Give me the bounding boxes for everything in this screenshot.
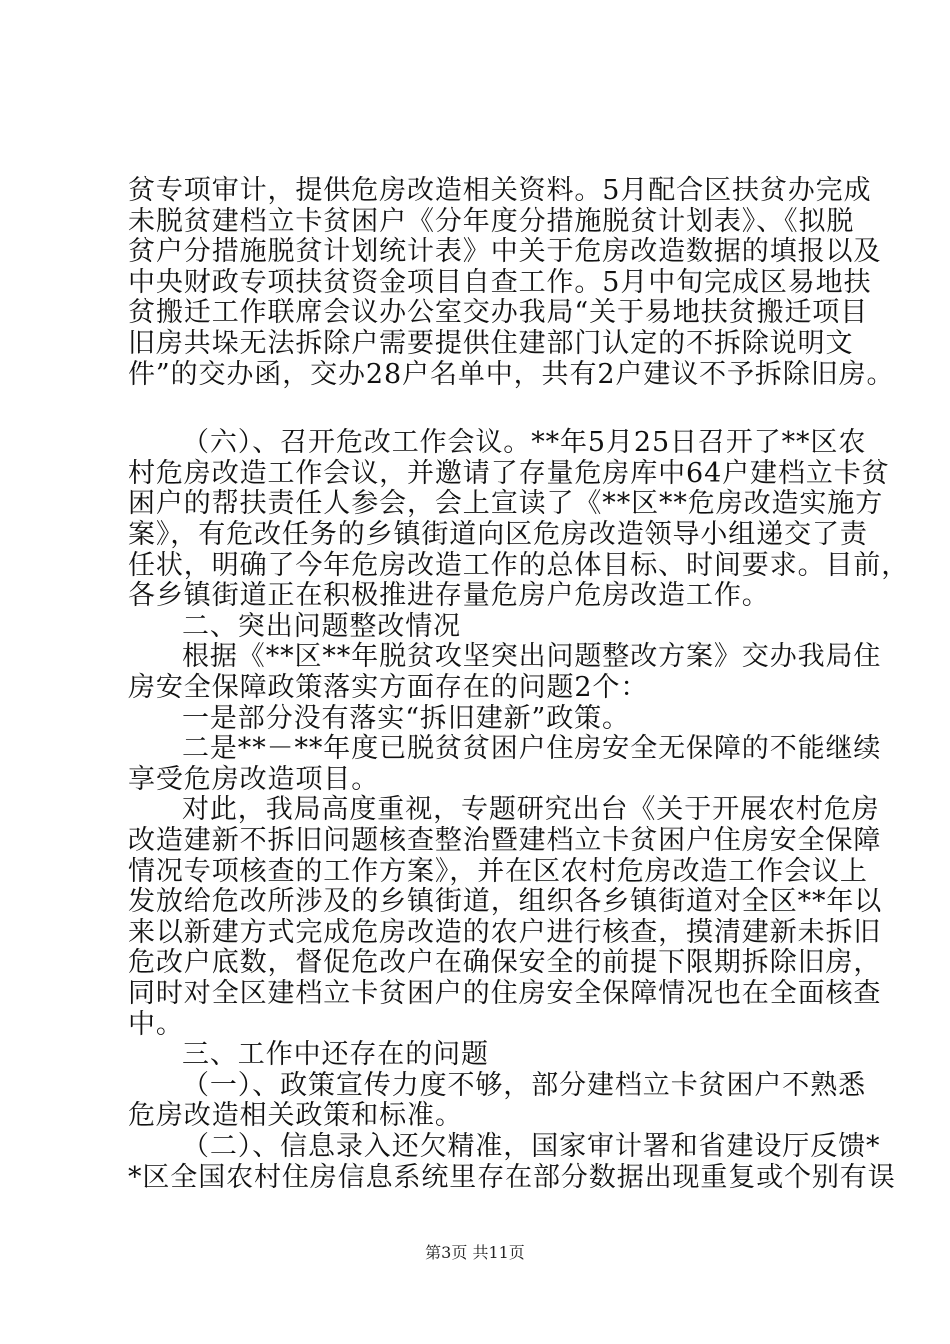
body-line: 困户的帮扶责任人参会，会上宣读了《**区**危房改造实施方 — [128, 488, 884, 519]
paragraph-heading-6: （六）、召开危改工作会议。**年5月25日召开了**区农 — [182, 427, 867, 458]
body-line: 贫专项审计，提供危房改造相关资料。5月配合区扶贫办完成 — [128, 175, 872, 206]
body-line: 危改户底数，督促危改户在确保安全的前提下限期拆除旧房， — [128, 947, 882, 978]
body-line: 同时对全区建档立卡贫困户的住房安全保障情况也在全面核查 — [128, 978, 882, 1009]
body-line: 根据《**区**年脱贫攻坚突出问题整改方案》交办我局住 — [182, 641, 882, 672]
body-line: 旧房共垛无法拆除户需要提供住建部门认定的不拆除说明文 — [128, 328, 854, 359]
body-line: 贫搬迁工作联席会议办公室交办我局“关于易地扶贫搬迁项目 — [128, 297, 869, 328]
body-line: 中。 — [128, 1009, 184, 1040]
page-footer: 第3页 共11页 — [425, 1243, 525, 1262]
body-line: 来以新建方式完成危房改造的农户进行核查，摸清建新未拆旧 — [128, 917, 882, 948]
section-heading-3: 三、工作中还存在的问题 — [182, 1039, 489, 1070]
body-line: 改造建新不拆旧问题核查整治暨建档立卡贫困户住房安全保障 — [128, 825, 882, 856]
body-line: （一）、政策宣传力度不够，部分建档立卡贫困户不熟悉 — [182, 1070, 866, 1101]
body-line: 一是部分没有落实“拆旧建新”政策。 — [182, 703, 630, 734]
body-line: 房安全保障政策落实方面存在的问题2个： — [128, 672, 649, 703]
body-line: 危房改造相关政策和标准。 — [128, 1100, 463, 1131]
body-line: 对此，我局高度重视，专题研究出台《关于开展农村危房 — [182, 794, 880, 825]
body-line: 案》，有危改任务的乡镇街道向区危房改造领导小组递交了责 — [128, 519, 868, 550]
body-line: 任状，明确了今年危房改造工作的总体目标、时间要求。目前， — [128, 550, 910, 581]
body-line: *区全国农村住房信息系统里存在部分数据出现重复或个别有误 — [128, 1162, 896, 1193]
body-line: 未脱贫建档立卡贫困户《分年度分措施脱贫计划表》、《拟脱 — [128, 206, 855, 237]
body-line: （二）、信息录入还欠精准，国家审计署和省建设厅反馈* — [182, 1131, 881, 1162]
body-line: 享受危房改造项目。 — [128, 764, 380, 795]
body-line: 各乡镇街道正在积极推进存量危房户危房改造工作。 — [128, 580, 770, 611]
body-line: 情况专项核查的工作方案》，并在区农村危房改造工作会议上 — [128, 856, 868, 887]
body-line: 二是**－**年度已脱贫贫困户住房安全无保障的不能继续 — [182, 733, 882, 764]
body-line: 发放给危改所涉及的乡镇街道，组织各乡镇街道对全区**年以 — [128, 886, 883, 917]
body-line: 件”的交办函，交办28户名单中，共有2户建议不予拆除旧房。 — [128, 359, 895, 390]
section-heading-2: 二、突出问题整改情况 — [182, 611, 461, 642]
body-line: 贫户分措施脱贫计划统计表》中关于危房改造数据的填报以及 — [128, 236, 882, 267]
body-line: 中央财政专项扶贫资金项目自查工作。5月中旬完成区易地扶 — [128, 267, 872, 298]
body-line: 村危房改造工作会议，并邀请了存量危房库中64户建档立卡贫 — [128, 458, 890, 489]
